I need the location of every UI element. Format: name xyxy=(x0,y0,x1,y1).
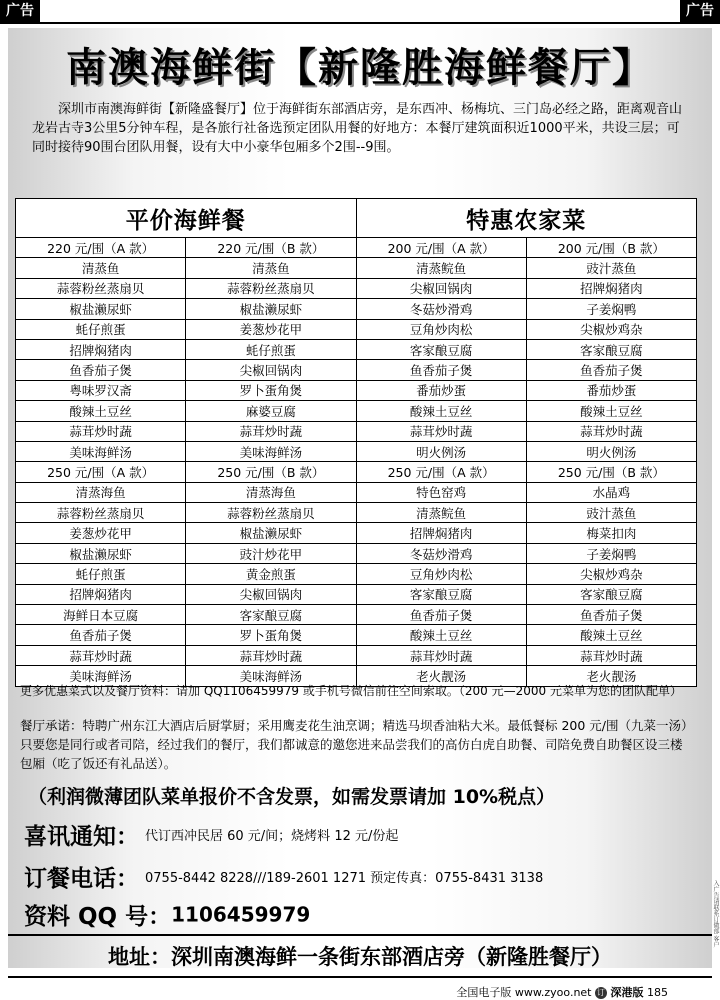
dish-row xyxy=(16,299,697,319)
dish-cell: 美味海鲜汤 xyxy=(186,666,356,686)
dish-cell: 客家酿豆腐 xyxy=(526,584,696,604)
dish-row xyxy=(16,625,697,645)
dish-row xyxy=(16,543,697,563)
restaurant-promise: 餐厅承诺：特聘广州东江大酒店后厨掌厨；采用鹰麦花生油烹调；精选马坝香油粘大米。最低餐标 200 元/围（九菜一汤）只要您是同行或者司陪，经过我们的餐厅，我们都诚意的邀您进来品尝我们的高仿白虎自助餐、司陪免费自助餐区设三楼包厢（吃了饭还有礼品送）。 xyxy=(20,718,688,771)
dish-cell: 番茄炒蛋 xyxy=(356,380,526,400)
dish-row xyxy=(16,401,697,421)
edition-badge-icon: 订 xyxy=(597,988,605,997)
dish-cell: 酸辣土豆丝 xyxy=(356,401,526,421)
dish-cell: 罗卜蛋角煲 xyxy=(186,380,356,400)
dish-cell: 蒜蓉粉丝蒸扇贝 xyxy=(16,278,186,298)
dish-cell: 豉汁炒花甲 xyxy=(186,543,356,563)
menu-price-cell: 200 元/围（A 款） xyxy=(356,238,526,258)
dish-cell: 清蒸鲩鱼 xyxy=(356,258,526,278)
dish-row xyxy=(16,278,697,298)
dish-cell: 黄金煎蛋 xyxy=(186,564,356,584)
dish-row xyxy=(16,503,697,523)
intro-paragraph: 深圳市南澳海鲜街【新隆盛餐厅】位于海鲜街东部酒店旁，是东西冲、杨梅坑、三门岛必经之路，距离观音山龙岩古寺3公里5分钟车程，是各旅行社备选预定团队用餐的好地方：本餐厅建筑面积近1000平米，共设三层；可同时接待90围台团队用餐，设有大中小豪华包厢多个2围--9围。 xyxy=(32,102,683,155)
dish-cell: 蒜蓉粉丝蒸扇贝 xyxy=(186,278,356,298)
qq-row xyxy=(24,898,310,931)
announcement-label: 喜讯通知： xyxy=(24,824,139,850)
dish-cell: 尖椒回锅肉 xyxy=(356,278,526,298)
page-number: 185 xyxy=(647,986,668,999)
dish-cell: 老火靓汤 xyxy=(526,666,696,686)
dish-cell: 椒盐濑尿虾 xyxy=(186,299,356,319)
dish-cell: 清蒸鲩鱼 xyxy=(356,503,526,523)
dish-cell: 鱼香茄子煲 xyxy=(16,360,186,380)
footer-divider xyxy=(8,976,712,978)
dish-cell: 老火靓汤 xyxy=(356,666,526,686)
dish-cell: 客家酿豆腐 xyxy=(356,339,526,359)
dish-row xyxy=(16,564,697,584)
dish-cell: 子姜焖鸭 xyxy=(526,543,696,563)
dish-cell: 豉汁蒸鱼 xyxy=(526,503,696,523)
dish-cell: 鱼香茄子煲 xyxy=(526,360,696,380)
dish-cell: 美味海鲜汤 xyxy=(186,441,356,461)
menu-price-cell: 250 元/围（A 款） xyxy=(16,462,186,482)
dish-cell: 明火例汤 xyxy=(526,441,696,461)
dish-row xyxy=(16,421,697,441)
dish-cell: 蒜茸炒时蔬 xyxy=(526,421,696,441)
price-row xyxy=(16,238,697,258)
dish-cell: 美味海鲜汤 xyxy=(16,441,186,461)
dish-cell: 酸辣土豆丝 xyxy=(526,401,696,421)
dish-cell: 蒜茸炒时蔬 xyxy=(356,421,526,441)
dish-cell: 蒜茸炒时蔬 xyxy=(16,421,186,441)
footer-site: 全国电子版 www.zyoo.net xyxy=(456,986,592,999)
dish-cell: 鱼香茄子煲 xyxy=(526,605,696,625)
qq-number: 1106459979 xyxy=(171,902,311,927)
dish-cell: 客家酿豆腐 xyxy=(186,605,356,625)
dish-cell: 蒜蓉粉丝蒸扇贝 xyxy=(186,503,356,523)
restaurant-headline: 南澳海鲜街【新隆胜海鲜餐厅】 xyxy=(66,45,654,91)
dish-cell: 特色窑鸡 xyxy=(356,482,526,502)
dish-row xyxy=(16,441,697,461)
dish-cell: 冬菇炒滑鸡 xyxy=(356,543,526,563)
dish-cell: 清蒸海鱼 xyxy=(186,482,356,502)
dish-cell: 梅菜扣肉 xyxy=(526,523,696,543)
top-rule xyxy=(0,22,720,24)
dish-cell: 蒜茸炒时蔬 xyxy=(16,645,186,665)
dish-cell: 姜葱炒花甲 xyxy=(186,319,356,339)
restaurant-address: 地址：深圳南澳海鲜一条街东部酒店旁（新隆胜餐厅） xyxy=(108,945,612,969)
ad-tag-left: 广告 xyxy=(0,0,40,22)
dish-cell: 水晶鸡 xyxy=(526,482,696,502)
dish-cell: 蚝仔煎蛋 xyxy=(186,339,356,359)
dish-row xyxy=(16,482,697,502)
order-phone-label: 订餐电话： xyxy=(24,866,139,892)
menu-section-header xyxy=(16,199,697,238)
dish-cell: 蒜茸炒时蔬 xyxy=(186,645,356,665)
dish-cell: 尖椒回锅肉 xyxy=(186,584,356,604)
dish-cell: 蒜茸炒时蔬 xyxy=(186,421,356,441)
dish-cell: 清蒸鱼 xyxy=(16,258,186,278)
dish-cell: 椒盐濑尿虾 xyxy=(16,299,186,319)
menu-price-cell: 220 元/围（A 款） xyxy=(16,238,186,258)
dish-cell: 番茄炒蛋 xyxy=(526,380,696,400)
dish-cell: 清蒸海鱼 xyxy=(16,482,186,502)
dish-cell: 尖椒炒鸡杂 xyxy=(526,319,696,339)
order-phone-row xyxy=(24,860,543,893)
order-phone-text: 0755-8442 8228///189-2601 1271 预定传真：0755-8431 3138 xyxy=(145,871,544,886)
announcement-row xyxy=(24,818,398,851)
section-title-farmhouse: 特惠农家菜 xyxy=(356,199,697,238)
dish-cell: 招牌焖猪肉 xyxy=(16,339,186,359)
dish-cell: 豆角炒肉松 xyxy=(356,564,526,584)
dish-cell: 蒜茸炒时蔬 xyxy=(526,645,696,665)
dish-row xyxy=(16,339,697,359)
dish-cell: 清蒸鱼 xyxy=(186,258,356,278)
dish-cell: 罗卜蛋角煲 xyxy=(186,625,356,645)
dish-cell: 招牌焖猪肉 xyxy=(526,278,696,298)
side-note: 入广告请联系订做部 客户 xyxy=(712,880,719,948)
dish-row xyxy=(16,605,697,625)
dish-cell: 酸辣土豆丝 xyxy=(16,401,186,421)
dish-row xyxy=(16,523,697,543)
dish-cell: 鱼香茄子煲 xyxy=(356,360,526,380)
dish-row xyxy=(16,258,697,278)
dish-cell: 尖椒回锅肉 xyxy=(186,360,356,380)
dish-cell: 麻婆豆腐 xyxy=(186,401,356,421)
dish-row xyxy=(16,360,697,380)
dish-row xyxy=(16,584,697,604)
dish-cell: 子姜焖鸭 xyxy=(526,299,696,319)
dish-cell: 招牌焖猪肉 xyxy=(356,523,526,543)
ad-tag-right: 广告 xyxy=(680,0,720,22)
menu-table xyxy=(15,198,697,687)
dish-cell: 客家酿豆腐 xyxy=(356,584,526,604)
dish-cell: 海鲜日本豆腐 xyxy=(16,605,186,625)
menu-price-cell: 250 元/围（B 款） xyxy=(186,462,356,482)
dish-cell: 酸辣土豆丝 xyxy=(356,625,526,645)
dish-cell: 蒜蓉粉丝蒸扇贝 xyxy=(16,503,186,523)
qq-label: 资料 QQ 号： xyxy=(24,904,172,930)
dish-cell: 酸辣土豆丝 xyxy=(526,625,696,645)
dish-row xyxy=(16,319,697,339)
dish-cell: 蚝仔煎蛋 xyxy=(16,319,186,339)
page-footer xyxy=(456,984,668,1000)
dish-cell: 粤味罗汉斋 xyxy=(16,380,186,400)
dish-row xyxy=(16,380,697,400)
dish-cell: 美味海鲜汤 xyxy=(16,666,186,686)
dish-cell: 招牌焖猪肉 xyxy=(16,584,186,604)
dish-cell: 鱼香茄子煲 xyxy=(356,605,526,625)
dish-cell: 豉汁蒸鱼 xyxy=(526,258,696,278)
menu-price-cell: 220 元/围（B 款） xyxy=(186,238,356,258)
dish-cell: 椒盐濑尿虾 xyxy=(16,543,186,563)
vat-notice: （利润微薄团队菜单报价不含发票，如需发票请加 10%税点） xyxy=(28,786,556,808)
dish-cell: 豆角炒肉松 xyxy=(356,319,526,339)
dish-cell: 椒盐濑尿虾 xyxy=(186,523,356,543)
dish-cell: 客家酿豆腐 xyxy=(526,339,696,359)
footer-edition: 深港版 xyxy=(610,986,644,999)
price-row xyxy=(16,462,697,482)
dish-cell: 姜葱炒花甲 xyxy=(16,523,186,543)
dish-cell: 冬菇炒滑鸡 xyxy=(356,299,526,319)
dish-row xyxy=(16,645,697,665)
more-info-text: 更多优惠菜式以及餐厅资料：请加 QQ1106459979 或手机号微信前往空间索取。（200 元—2000 元菜单为您的团队配单） xyxy=(20,684,682,698)
dish-cell: 鱼香茄子煲 xyxy=(16,625,186,645)
dish-cell: 蚝仔煎蛋 xyxy=(16,564,186,584)
menu-price-cell: 200 元/围（B 款） xyxy=(526,238,696,258)
menu-price-cell: 250 元/围（A 款） xyxy=(356,462,526,482)
dish-cell: 明火例汤 xyxy=(356,441,526,461)
dish-cell: 蒜茸炒时蔬 xyxy=(356,645,526,665)
menu-price-cell: 250 元/围（B 款） xyxy=(526,462,696,482)
announcement-text: 代订西冲民居 60 元/间；烧烤料 12 元/份起 xyxy=(145,829,399,844)
section-title-seafood: 平价海鲜餐 xyxy=(16,199,357,238)
address-divider xyxy=(8,934,712,936)
dish-cell: 尖椒炒鸡杂 xyxy=(526,564,696,584)
